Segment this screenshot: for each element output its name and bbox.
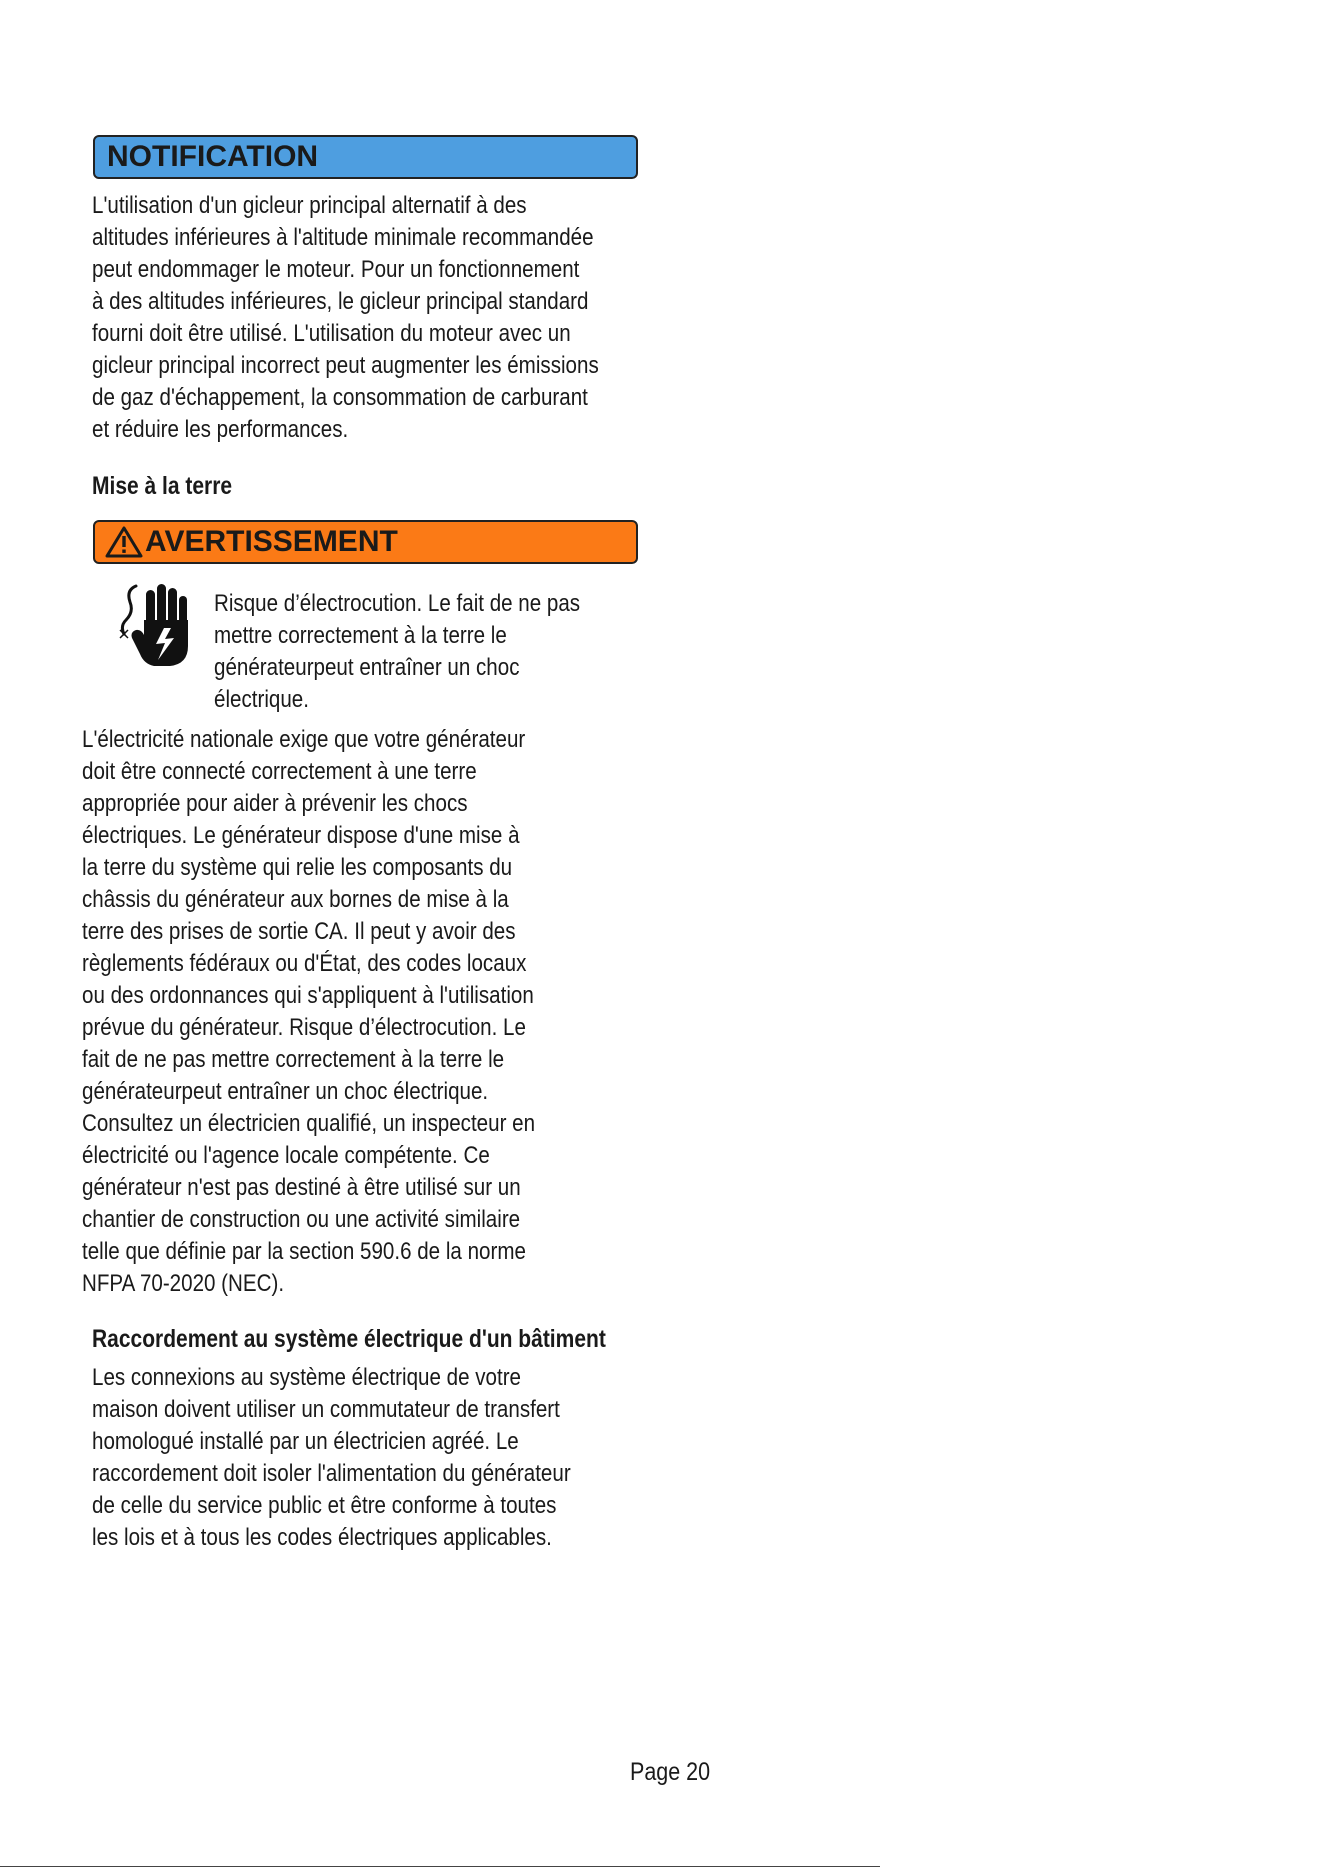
warning-text: Risque d’électrocution. Le fait de ne pas mettre correctement à la terre le générateurpeut entraîner un choc électrique. bbox=[214, 590, 581, 713]
electric-shock-hand-icon bbox=[110, 580, 200, 670]
notification-banner bbox=[93, 135, 638, 179]
footer-rule bbox=[0, 1866, 880, 1867]
grounding-body: L'électricité nationale exige que votre générateur doit être connecté correctement à une terre appropriée pour aider à prévenir les chocs électriques. Le générateur dispose d'une mise à la terre du système qui relie les composants du châssis du générateur aux bornes de mise à la terre des prises de sortie CA. Il peut y avoir des règlements fédéraux ou d'État, des codes locaux ou des ordonnances qui s'appliquent à l'utilisation prévue du générateur. Risque d’électrocution. Le fait de ne pas mettre correctement à la terre le générateurpeut entraîner un choc électrique. Consultez un électricien qualifié, un inspecteur en électricité ou l'agence locale compétente. Ce générateur n'est pas destiné à être utilisé sur un chantier de construction ou une activité similaire telle que définie par la section 590.6 de la norme NFPA 70-2020 (NEC). bbox=[82, 726, 536, 1297]
warning-triangle-icon bbox=[105, 526, 143, 558]
notification-title: NOTIFICATION bbox=[107, 140, 319, 173]
warning-title: AVERTISSEMENT bbox=[145, 525, 398, 558]
grounding-heading: Mise à la terre bbox=[92, 472, 233, 500]
notification-body: L'utilisation d'un gicleur principal alternatif à des altitudes inférieures à l'altitude minimale recommandée peut endommager le moteur. Pour un fonctionnement à des altitudes inférieures, le gicleur principal standard fourni doit être utilisé. L'utilisation du moteur avec un gicleur principal incorrect peut augmenter les émissions de gaz d'échappement, la consommation de carburant et réduire les performances. bbox=[92, 192, 599, 443]
building-connection-body: Les connexions au système électrique de votre maison doivent utiliser un commutateur de transfert homologué installé par un électricien agréé. Le raccordement doit isoler l'alimentation du générateur de celle du service public et être conforme à toutes les lois et à tous les codes électriques applicables. bbox=[92, 1364, 571, 1551]
page-number: Page 20 bbox=[630, 1758, 711, 1786]
warning-banner bbox=[93, 520, 638, 564]
building-connection-heading: Raccordement au système électrique d'un bâtiment bbox=[92, 1325, 606, 1353]
